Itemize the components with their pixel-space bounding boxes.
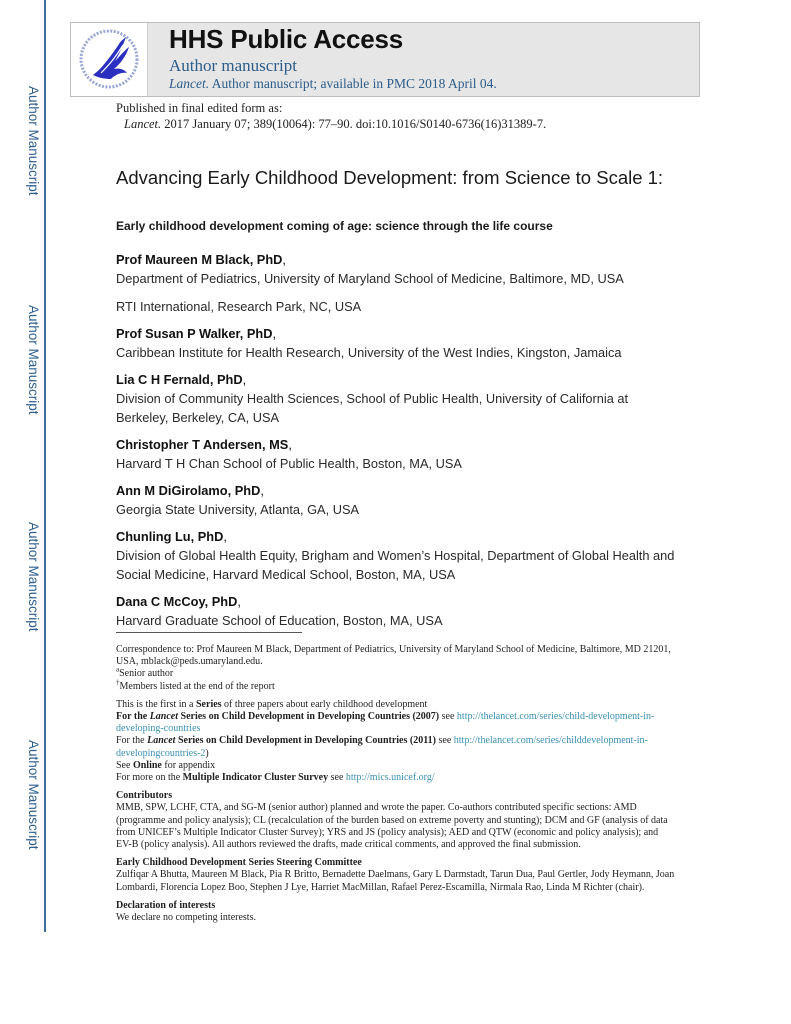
mics-note: For more on the Multiple Indicator Cluster Survey see http://mics.unicef.org/ xyxy=(116,772,435,784)
series-2007-note: For the Lancet Series on Child Development in Developing Countries (2007) see http://thelancet.com/series/child-development-in-developing-countries xyxy=(116,711,655,735)
availability-line: Lancet. Author manuscript; available in PMC 2018 April 04. xyxy=(169,76,497,91)
author-entry: Prof Susan P Walker, PhD, Caribbean Institute for Health Research, University of the West Indies, Kingston, Jamaica xyxy=(116,326,622,360)
author-entry: Christopher T Andersen, MS, Harvard T H Chan School of Public Health, Boston, MA, USA xyxy=(116,437,462,471)
hhs-header-banner xyxy=(70,22,700,97)
author-manuscript-label: Author Manuscript xyxy=(26,305,41,415)
author-manuscript-label: Author Manuscript xyxy=(26,522,41,632)
contributors-heading: Contributors xyxy=(116,790,173,802)
members-note: †Members listed at the end of the report xyxy=(116,678,275,692)
author-list xyxy=(116,251,676,639)
author-manuscript-label: Author Manuscript xyxy=(26,740,41,850)
author-manuscript-label: Author Manuscript xyxy=(26,86,41,196)
published-in: Published in final edited form as: Lancet. 2017 January 07; 389(10064): 77–90. doi:10.1016/S0140-6736(16)31389-7. xyxy=(116,101,547,131)
mics-link[interactable]: http://mics.unicef.org/ xyxy=(345,772,435,784)
correspondence: Correspondence to: Prof Maureen M Black, Department of Pediatrics, University of Maryland School of Medicine, Baltimore, MD 21201, USA, mblack@peds.umaryland.edu. xyxy=(116,644,671,668)
series-2011-note: For the Lancet Series on Child Development in Developing Countries (2011) see http://thelancet.com/series/childdevelopment-in-developingcountries-2) xyxy=(116,735,648,759)
contributors-text: MMB, SPW, LCHF, CTA, and SG-M (senior author) planned and wrote the paper. Co-authors contributed specific sections: AMD (programme and policy analysis); CL (recalculation of the burden based on extreme poverty and stunting); DCM and GF (analysis of data from UNICEF’s Multiple Indicator Cluster Survey); YRS and JS (policy analysis); AED and QTW (economic and policy analysis); and EV-B (policy analysis). All authors reviewed the drafts, made critical comments, and approved the final submission. xyxy=(116,802,668,851)
footnote-divider xyxy=(116,632,302,633)
article-title: Advancing Early Childhood Development: from Science to Scale 1: xyxy=(116,167,664,188)
margin-rule xyxy=(44,0,46,932)
declaration-heading: Declaration of interests xyxy=(116,899,216,911)
author-manuscript-subtitle: Author manuscript xyxy=(169,56,297,75)
author-entry: Lia C H Fernald, PhD, Division of Community Health Sciences, School of Public Health, University of California at Berkeley, Berkeley, CA, USA xyxy=(116,372,629,425)
author-entry: Dana C McCoy, PhD, Harvard Graduate School of Education, Boston, MA, USA xyxy=(116,594,443,628)
committee-text: Zulfiqar A Bhutta, Maureen M Black, Pia R Britto, Bernadette Daelmans, Gary L Darmstadt, Tarun Dua, Paul Gertler, Jody Heymann, Joan Lombardi, Florencia Lopez Boo, Stephen J Lye, Harriet MacMillan, Rafael Perez-Escamilla, Nirmala Rao, Linda M Richter (chair). xyxy=(116,869,675,893)
senior-author-note: $^a$Senior author xyxy=(116,666,174,680)
author-entry: Chunling Lu, PhD, Division of Global Health Equity, Brigham and Women’s Hospital, Department of Global Health and Social Medicine, Harvard Medical School, Boston, MA, USA xyxy=(116,529,675,582)
online-appendix-note: See Online for appendix xyxy=(116,759,216,771)
article-subtitle: Early childhood development coming of age: science through the life course xyxy=(116,219,553,233)
footnotes xyxy=(116,644,676,924)
hhs-eagle-logo-icon xyxy=(71,23,148,96)
declaration-text: We declare no competing interests. xyxy=(116,912,256,924)
series-note: This is the first in a Series of three papers about early childhood development xyxy=(116,698,428,710)
series-2011-link[interactable]: http://thelancet.com/series/childdevelopment-in-developingcountries-2 xyxy=(116,735,648,759)
hhs-public-access-title: HHS Public Access xyxy=(169,24,404,54)
journal-name: Lancet. xyxy=(169,76,210,91)
author-entry: Prof Maureen M Black, PhD, Department of Pediatrics, University of Maryland School of Medicine, Baltimore, MD, USA RTI International, Research Park, NC, USA xyxy=(116,252,624,314)
author-entry: Ann M DiGirolamo, PhD, Georgia State University, Atlanta, GA, USA xyxy=(116,483,360,517)
series-2007-link[interactable]: http://thelancet.com/series/child-development-in-developing-countries xyxy=(116,711,655,735)
committee-heading: Early Childhood Development Series Steering Committee xyxy=(116,857,362,869)
citation: Lancet. 2017 January 07; 389(10064): 77–90. doi:10.1016/S0140-6736(16)31389-7. xyxy=(124,117,547,131)
